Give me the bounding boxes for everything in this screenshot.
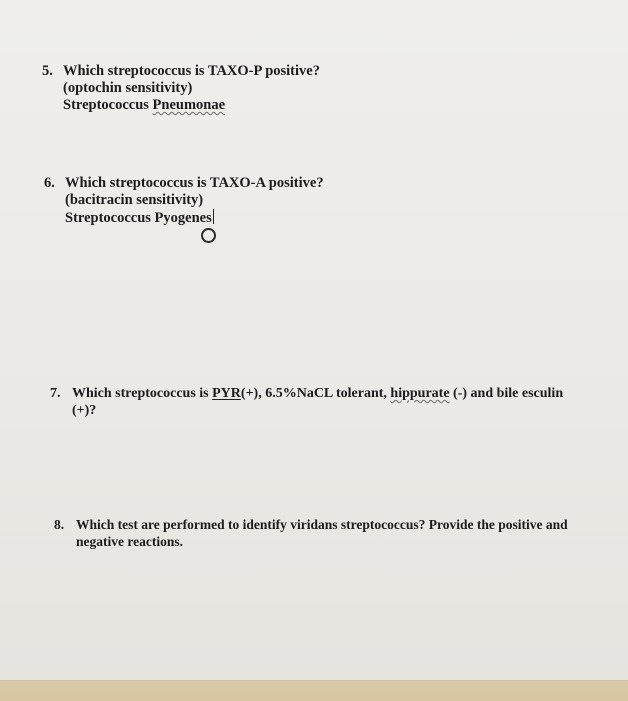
- question-8-text-line-1: Which test are performed to identify viridans streptococcus? Provide the positive and: [76, 517, 568, 532]
- question-6-answer[interactable]: [65, 209, 324, 227]
- hippurate-term: hippurate: [390, 386, 450, 401]
- text-cursor: [213, 209, 214, 224]
- question-6-text: Which streptococcus is TAXO-A positive?: [65, 175, 324, 191]
- question-7-text-line-2: (+)?: [72, 403, 97, 418]
- question-5-number: 5.: [42, 63, 53, 79]
- q7-text-a: Which streptococcus is: [72, 386, 213, 401]
- q7-text-b: (+), 6.5%NaCL tolerant,: [240, 386, 391, 401]
- question-5-detail: (optochin sensitivity): [63, 80, 193, 96]
- question-8-text-line-2: negative reactions.: [76, 534, 183, 549]
- pyr-term: PYR: [212, 386, 241, 401]
- drag-handle-icon[interactable]: [201, 228, 216, 243]
- desk-surface: [0, 680, 628, 701]
- answer-5-prefix: Streptococcus: [63, 97, 153, 113]
- question-6-number: 6.: [44, 175, 55, 191]
- answer-5-misspelled-word: Pneumonae: [152, 97, 226, 113]
- q7-text-c: (-) and bile esculin: [449, 386, 564, 401]
- question-7-number: 7.: [50, 386, 61, 401]
- question-7-text-line-1: [72, 385, 563, 402]
- question-6-detail: (bacitracin sensitivity): [65, 192, 204, 208]
- question-8-number: 8.: [54, 517, 65, 532]
- question-5-answer: [63, 97, 320, 114]
- answer-6-text: Streptococcus Pyogenes: [65, 210, 212, 226]
- question-5-text: Which streptococcus is TAXO-P positive?: [63, 63, 320, 79]
